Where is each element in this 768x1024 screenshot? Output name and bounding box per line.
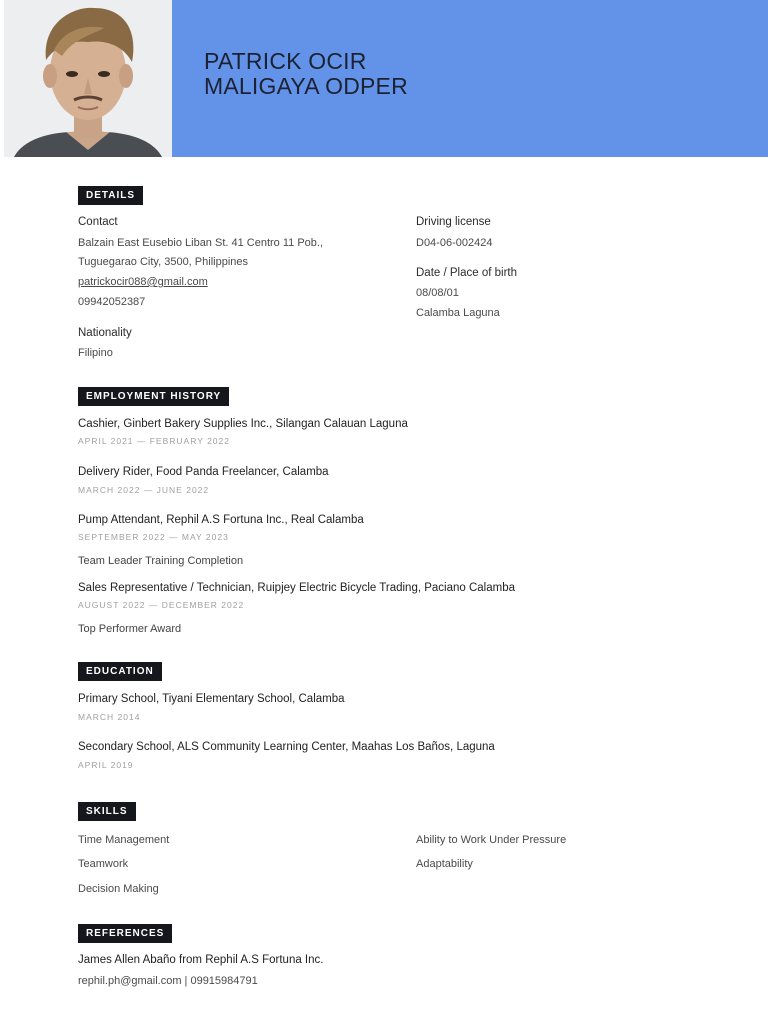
skill-item: Ability to Work Under Pressure — [416, 834, 567, 846]
job-title: Sales Representative / Technician, Ruipjey Electric Bicycle Trading, Paciano Calamba — [78, 582, 516, 594]
license-label: Driving license — [416, 216, 491, 228]
resume-header — [0, 0, 768, 157]
reference-name: James Allen Abaño from Rephil A.S Fortuna Inc. — [78, 954, 324, 966]
nationality-label: Nationality — [78, 327, 132, 339]
email-link[interactable]: patrickocir088@gmail.com — [78, 276, 208, 288]
job-dates: APRIL 2021 — FEBRUARY 2022 — [78, 436, 230, 446]
birth-date: 08/08/01 — [416, 287, 459, 299]
section-title-education: EDUCATION — [78, 662, 162, 681]
name-banner — [172, 0, 768, 157]
skill-item: Time Management — [78, 834, 170, 846]
section-title-employment: EMPLOYMENT HISTORY — [78, 387, 229, 406]
profile-photo — [4, 0, 172, 157]
name-line-1: PATRICK OCIR — [204, 48, 367, 74]
section-title-skills: SKILLS — [78, 802, 136, 821]
reference-contact: rephil.ph@gmail.com | 09915984791 — [78, 975, 258, 987]
job-title: Delivery Rider, Food Panda Freelancer, Calamba — [78, 466, 329, 478]
license-value: D04-06-002424 — [416, 237, 493, 249]
skill-item: Adaptability — [416, 858, 473, 870]
job-title: Cashier, Ginbert Bakery Supplies Inc., Silangan Calauan Laguna — [78, 418, 408, 430]
skill-item: Decision Making — [78, 883, 159, 895]
birth-place: Calamba Laguna — [416, 307, 500, 319]
job-title: Pump Attendant, Rephil A.S Fortuna Inc., Real Calamba — [78, 514, 364, 526]
education-title: Secondary School, ALS Community Learning Center, Maahas Los Baños, Laguna — [78, 741, 495, 753]
skill-item: Teamwork — [78, 858, 129, 870]
profile-photo-image — [4, 0, 172, 157]
phone-number: 09942052387 — [78, 296, 146, 308]
birth-label: Date / Place of birth — [416, 267, 517, 279]
job-note: Team Leader Training Completion — [78, 555, 244, 567]
section-title-references: REFERENCES — [78, 924, 172, 943]
job-dates: SEPTEMBER 2022 — MAY 2023 — [78, 532, 229, 542]
address-line-2: Tuguegarao City, 3500, Philippines — [78, 256, 248, 268]
name-line-2: MALIGAYA ODPER — [204, 73, 408, 99]
job-dates: AUGUST 2022 — DECEMBER 2022 — [78, 600, 245, 610]
section-title-details: DETAILS — [78, 186, 143, 205]
job-dates: MARCH 2022 — JUNE 2022 — [78, 485, 210, 495]
nationality-value: Filipino — [78, 347, 113, 359]
contact-label: Contact — [78, 216, 118, 228]
candidate-name — [204, 49, 408, 99]
job-note: Top Performer Award — [78, 623, 182, 635]
education-dates: APRIL 2019 — [78, 760, 134, 770]
education-dates: MARCH 2014 — [78, 712, 141, 722]
address-line-1: Balzain East Eusebio Liban St. 41 Centro 11 Pob., — [78, 237, 324, 249]
education-title: Primary School, Tiyani Elementary School, Calamba — [78, 693, 345, 705]
